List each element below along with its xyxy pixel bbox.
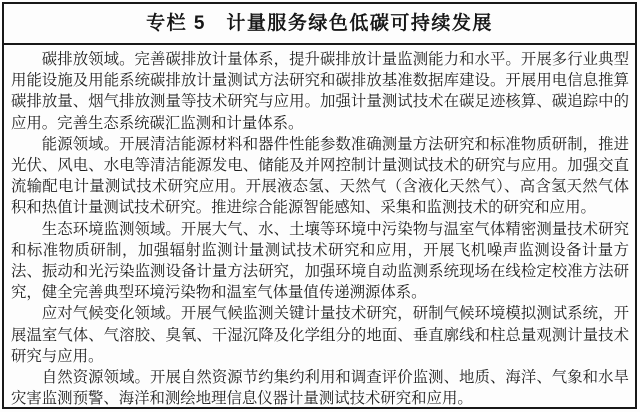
panel-title: 专栏 5 计量服务绿色低碳可持续发展 [4, 4, 635, 45]
paragraph-text: 开展清洁能源材料和器件性能参数准确测量方法研究和标准物质研制，推进光伏、风电、水电等清洁能源发电、储能及并网控制计量测试技术的研究与应用。加强交直流输配电计量测试技术研究应用。开展液态氢、天然气（含液化天然气）、高含氢天然气体积和热值计量测试技术研究。推进综合能源智能感知、采集和监测技术的研究和应用。 [11, 135, 629, 217]
paragraph-lead: 生态环境监测领域。 [41, 220, 181, 238]
paragraph-text: 完善碳排放计量体系，提升碳排放计量监测能力和水平。开展多行业典型用能设施及用能系统碳排放计量测试方法研究和碳排放基准数据库建设。开展用电信息推算碳排放量、烟气排放测量等技术研究与应用。加强计量测试技术在碳足迹核算、碳追踪中的应用。完善生态系统碳汇监测和计量体系。 [11, 51, 629, 132]
paragraph-climate-change [11, 303, 629, 367]
paragraph-lead: 碳排放领域。 [41, 51, 135, 68]
paragraph-lead: 能源领域。 [41, 135, 120, 153]
paragraph-text: 开展大气、水、土壤等环境中污染物与温室气体精密测量技术研究和标准物质研制，加强辐射监测计量测试技术研究和应用，开展飞机噪声监测设备计量方法、振动和光污染监测设备计量方法研究，加强环境自动监测系统现场在线检定校准方法研究，健全完善典型环境污染物和温室气体量值传递溯源体系。 [11, 220, 629, 302]
paragraph-natural-resources [11, 367, 629, 409]
paragraph-energy [11, 134, 629, 219]
paragraph-lead: 自然资源领域。 [41, 369, 150, 387]
paragraph-lead: 应对气候变化领域。 [41, 305, 181, 323]
paragraph-text: 开展自然资源节约集约利用和调查评价监测、地质、海洋、气象和水旱灾害监测预警、海洋和测绘地理信息仪器计量测试技术研究和应用。 [11, 369, 629, 408]
column-panel-box [2, 2, 637, 409]
paragraph-eco-environment-monitoring [11, 219, 629, 304]
paragraph-carbon-emissions [11, 49, 629, 134]
panel-body [4, 45, 635, 412]
paragraph-text: 开展气候监测关键计量技术研究，研制气候环境模拟测试系统，开展温室气体、气溶胶、臭氧、干湿沉降及化学组分的地面、垂直廓线和柱总量观测计量技术研究与应用。 [11, 305, 629, 365]
